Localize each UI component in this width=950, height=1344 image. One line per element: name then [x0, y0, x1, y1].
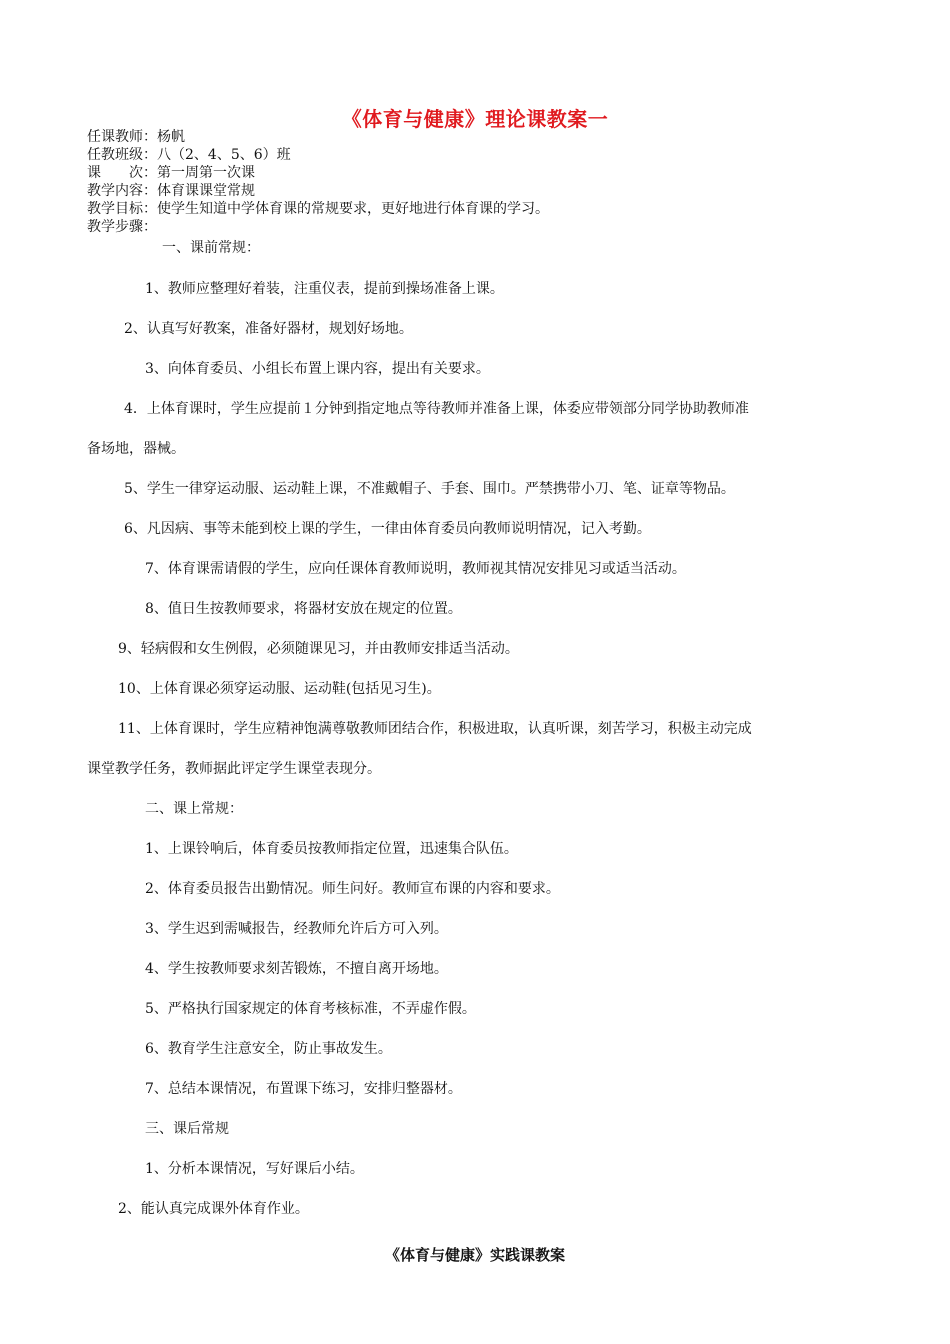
- list-item: 10、上体育课必须穿运动服、运动鞋(包括见习生)。: [118, 681, 441, 697]
- list-item: 4、学生按教师要求刻苦锻炼，不擅自离开场地。: [145, 961, 448, 977]
- section-heading: 三、课后常规: [145, 1121, 229, 1137]
- meta-class: 任教班级：八（2、4、5、6）班: [87, 147, 291, 163]
- list-item: 7、体育课需请假的学生，应向任课体育教师说明，教师视其情况安排见习或适当活动。: [145, 561, 686, 577]
- list-item: 2、体育委员报告出勤情况。师生问好。教师宣布课的内容和要求。: [145, 881, 560, 897]
- section-heading: 二、课上常规：: [145, 801, 243, 817]
- list-item: 5、严格执行国家规定的体育考核标准，不弄虚作假。: [145, 1001, 476, 1017]
- list-item: 5、学生一律穿运动服、运动鞋上课，不准戴帽子、手套、围巾。严禁携带小刀、笔、证章等物品。: [124, 481, 735, 497]
- list-item: 9、轻病假和女生例假，必须随课见习，并由教师安排适当活动。: [118, 641, 519, 657]
- meta-session: 课 次：第一周第一次课: [87, 165, 255, 181]
- list-item: 1、分析本课情况，写好课后小结。: [145, 1161, 364, 1177]
- list-item-continuation: 课堂教学任务，教师据此评定学生课堂表现分。: [87, 761, 381, 777]
- meta-goal: 教学目标：使学生知道中学体育课的常规要求，更好地进行体育课的学习。: [87, 201, 549, 217]
- meta-steps: 教学步骤：: [87, 219, 157, 235]
- list-item: 7、总结本课情况，布置课下练习，安排归整器材。: [145, 1081, 462, 1097]
- document-title: 《体育与健康》理论课教案一: [341, 107, 609, 131]
- meta-teacher: 任课教师：杨帆: [87, 129, 185, 145]
- list-item: 4．上体育课时，学生应提前１分钟到指定地点等待教师并准备上课，体委应带领部分同学协助教师准: [124, 401, 749, 417]
- list-item: 3、学生迟到需喊报告，经教师允许后方可入列。: [145, 921, 448, 937]
- meta-content: 教学内容：体育课课堂常规: [87, 183, 255, 199]
- list-item: 8、值日生按教师要求，将器材安放在规定的位置。: [145, 601, 462, 617]
- list-item: 11、上体育课时，学生应精神饱满尊敬教师团结合作，积极进取，认真听课，刻苦学习，积极主动完成: [118, 721, 752, 737]
- list-item: 3、向体育委员、小组长布置上课内容，提出有关要求。: [145, 361, 490, 377]
- section-heading: 一、课前常规：: [162, 240, 260, 256]
- list-item: 1、上课铃响后，体育委员按教师指定位置，迅速集合队伍。: [145, 841, 518, 857]
- list-item-continuation: 备场地，器械。: [87, 441, 185, 457]
- list-item: 6、凡因病、事等未能到校上课的学生，一律由体育委员向教师说明情况，记入考勤。: [124, 521, 651, 537]
- next-document-title: 《体育与健康》实践课教案: [384, 1246, 565, 1264]
- list-item: 1、教师应整理好着装，注重仪表，提前到操场准备上课。: [145, 281, 504, 297]
- list-item: 2、能认真完成课外体育作业。: [118, 1201, 309, 1217]
- list-item: 2、认真写好教案，准备好器材，规划好场地。: [124, 321, 413, 337]
- lesson-meta: [87, 128, 549, 236]
- list-item: 6、教育学生注意安全，防止事故发生。: [145, 1041, 392, 1057]
